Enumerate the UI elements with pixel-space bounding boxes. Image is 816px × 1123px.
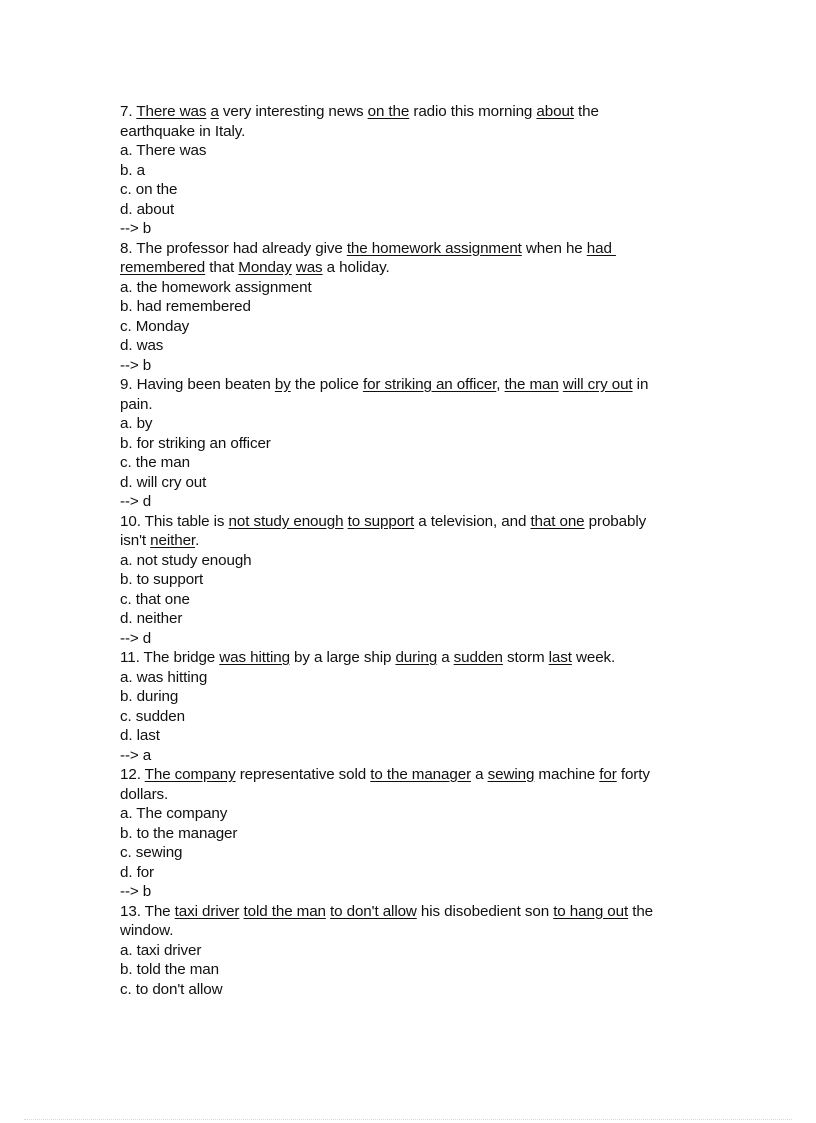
underlined-part: the homework assignment [346, 239, 522, 257]
question-12 [120, 765, 700, 902]
underlined-part: will cry out [562, 376, 633, 393]
stem-text: probably [584, 512, 647, 530]
option-d: d. last [120, 727, 160, 744]
underlined-part: Monday [238, 259, 292, 276]
underlined-part: The company [144, 766, 236, 783]
option-d: d. was [120, 337, 164, 354]
option-b: b. during [120, 688, 179, 705]
stem-text: . [195, 532, 200, 549]
stem-text: his disobedient son [416, 902, 554, 920]
option-c: c. sewing [120, 844, 183, 861]
option-b: b. told the man [120, 961, 219, 978]
option-b: b. had remembered [120, 298, 251, 315]
question-stem [120, 902, 700, 922]
question-stem [120, 765, 700, 785]
option-c: c. that one [120, 590, 190, 608]
option-a: a. the homework assignment [120, 278, 312, 296]
stem-text: that [205, 259, 239, 276]
option-b: b. for striking an officer [120, 434, 271, 452]
question-stem-continued [120, 395, 700, 415]
stem-text: 10. This table is [120, 512, 229, 530]
stem-text: 11. The bridge [120, 649, 220, 666]
option-b: b. a [120, 161, 145, 179]
option-a: a. taxi driver [120, 941, 202, 959]
question-stem [120, 648, 700, 668]
underlined-part: sewing [487, 766, 535, 783]
question-stem-continued [120, 122, 700, 142]
underlined-part: by [274, 376, 291, 393]
answer: --> b [120, 220, 152, 237]
stem-text: 9. Having been beaten [120, 376, 275, 393]
stem-text: week. [571, 649, 616, 666]
underlined-part: taxi driver [174, 902, 240, 920]
question-10 [120, 512, 700, 649]
question-stem [120, 102, 700, 122]
underlined-part: to don't allow [330, 902, 417, 920]
question-8 [120, 239, 700, 376]
stem-text: in [632, 376, 649, 393]
stem-text: pain. [120, 395, 153, 413]
question-9 [120, 375, 700, 512]
underlined-part: told the man [243, 902, 326, 920]
underlined-part: not study enough [228, 512, 344, 530]
option-d: d. will cry out [120, 473, 207, 491]
stem-text: 13. The [120, 902, 175, 920]
underlined-part: on the [367, 103, 410, 120]
page-bottom-divider [24, 1119, 792, 1120]
option-a: a. by [120, 415, 153, 432]
stem-text: 12. [120, 766, 145, 783]
question-stem-continued [120, 531, 700, 551]
question-11 [120, 648, 700, 765]
stem-text: the [628, 902, 654, 920]
option-d: d. for [120, 863, 155, 881]
stem-text: earthquake in Italy. [120, 122, 246, 140]
stem-text: radio this morning [409, 103, 537, 120]
stem-text: the police [290, 376, 363, 393]
option-c: c. sudden [120, 707, 185, 725]
answer: --> b [120, 883, 152, 900]
stem-text: very interesting news [218, 103, 368, 120]
stem-text: isn't [120, 532, 151, 549]
option-a: a. The company [120, 805, 228, 822]
option-a: a. not study enough [120, 551, 252, 569]
answer: --> d [120, 493, 152, 510]
question-stem-continued [120, 258, 700, 278]
stem-text: a [471, 766, 488, 783]
stem-text: window. [120, 922, 174, 939]
stem-text: the [573, 103, 599, 120]
underlined-part: was hitting [219, 649, 290, 666]
document-page [120, 102, 700, 999]
option-c: c. Monday [120, 317, 190, 335]
option-d: d. neither [120, 610, 183, 627]
underlined-part: during [395, 649, 438, 666]
answer: --> b [120, 356, 152, 374]
stem-text: when he [521, 239, 587, 257]
option-c: c. to don't allow [120, 980, 223, 998]
answer: --> d [120, 629, 152, 647]
option-b: b. to the manager [120, 824, 238, 842]
underlined-part: to the manager [370, 766, 472, 783]
underlined-part: remembered [120, 259, 206, 276]
question-stem-continued [120, 921, 700, 941]
stem-text: 8. The professor had already give [120, 239, 347, 257]
option-a: a. There was [120, 142, 207, 159]
underlined-part: neither [150, 532, 196, 549]
stem-text: by a large ship [289, 649, 396, 666]
underlined-part: for striking an officer [362, 376, 497, 393]
underlined-part: There was [136, 103, 207, 120]
underlined-part: to support [347, 512, 415, 530]
question-stem-continued [120, 785, 700, 805]
question-stem [120, 512, 700, 532]
question-13 [120, 902, 700, 1000]
question-stem [120, 375, 700, 395]
underlined-part: about [536, 103, 574, 120]
stem-text: forty [616, 766, 650, 783]
stem-text: 7. [120, 103, 137, 120]
stem-text: a holiday. [322, 259, 390, 276]
underlined-part: had [586, 239, 616, 257]
underlined-part: was [295, 259, 323, 276]
underlined-part: last [548, 649, 572, 666]
option-a: a. was hitting [120, 668, 208, 686]
option-b: b. to support [120, 571, 204, 588]
stem-text: a [437, 649, 454, 666]
underlined-part: to hang out [553, 902, 629, 920]
underlined-part: sudden [453, 649, 503, 666]
stem-text: a television, and [414, 512, 531, 530]
stem-text: representative sold [235, 766, 371, 783]
underlined-part: for [599, 766, 617, 783]
option-c: c. the man [120, 454, 190, 471]
answer: --> a [120, 746, 152, 764]
underlined-part: that one [530, 512, 585, 530]
stem-text: machine [534, 766, 600, 783]
stem-text: storm [502, 649, 549, 666]
option-d: d. about [120, 200, 175, 218]
question-7 [120, 102, 700, 239]
underlined-part: a [210, 103, 219, 120]
stem-text: , [496, 376, 505, 393]
question-stem [120, 239, 700, 259]
underlined-part: the man [504, 376, 559, 393]
stem-text: dollars. [120, 785, 169, 803]
option-c: c. on the [120, 181, 178, 198]
